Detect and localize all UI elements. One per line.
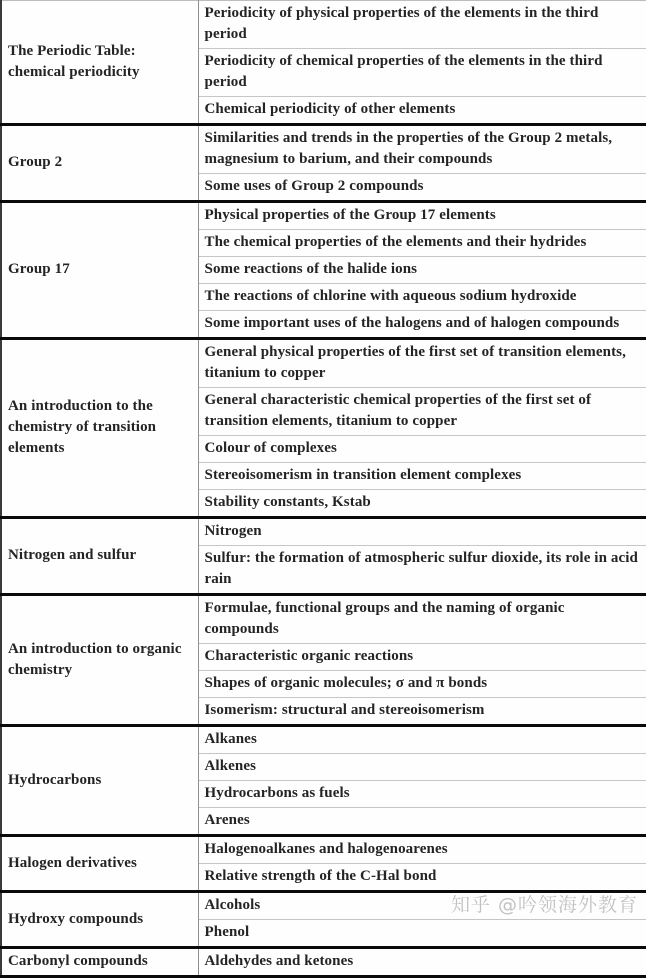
subtopic-cell: Characteristic organic reactions bbox=[198, 644, 646, 671]
subtopic-cell: Nitrogen bbox=[198, 518, 646, 546]
subtopic-cell: Some reactions of the halide ions bbox=[198, 257, 646, 284]
syllabus-section bbox=[1, 892, 646, 948]
topic-cell: Group 2 bbox=[1, 125, 198, 202]
subtopic-cell: Alkenes bbox=[198, 754, 646, 781]
subtopic-cell: Formulae, functional groups and the naming of organic compounds bbox=[198, 595, 646, 644]
topic-cell: Hydroxy compounds bbox=[1, 892, 198, 948]
subtopic-cell: Stability constants, Kstab bbox=[204, 494, 371, 510]
topic-cell: Carbonyl compounds bbox=[1, 948, 198, 977]
subtopic-cell: General characteristic chemical properties of the first set of transition elements, titanium to copper bbox=[198, 388, 646, 436]
subtopic-cell: Similarities and trends in the properties of the Group 2 metals, magnesium to barium, and their compounds bbox=[198, 125, 646, 174]
table-row bbox=[1, 125, 646, 174]
subtopic-cell: Arenes bbox=[204, 812, 250, 828]
subtopic-cell: Periodicity of physical properties of the elements in the third period bbox=[198, 1, 646, 49]
syllabus-section bbox=[1, 518, 646, 595]
topic-cell: An introduction to organic chemistry bbox=[1, 595, 198, 726]
subtopic-cell: The chemical properties of the elements and their hydrides bbox=[198, 230, 646, 257]
subtopic-cell: Aldehydes and ketones bbox=[204, 953, 354, 969]
table-row bbox=[1, 202, 646, 230]
subtopic-cell: General physical properties of the first set of transition elements, titanium to copper bbox=[198, 339, 646, 388]
table-row bbox=[1, 339, 646, 388]
subtopic-cell: Stereoisomerism in transition element complexes bbox=[198, 463, 646, 490]
subtopic-cell: The reactions of chlorine with aqueous sodium hydroxide bbox=[198, 284, 646, 311]
subtopic-cell: Chemical periodicity of other elements bbox=[204, 101, 456, 117]
table-row bbox=[1, 595, 646, 644]
subtopic-cell: Periodicity of chemical properties of the elements in the third period bbox=[198, 49, 646, 97]
subtopic-cell: Alcohols bbox=[198, 892, 646, 920]
syllabus-section bbox=[1, 948, 646, 977]
syllabus-section bbox=[1, 125, 646, 202]
topic-cell: Halogen derivatives bbox=[1, 836, 198, 892]
topic-cell: Nitrogen and sulfur bbox=[1, 518, 198, 595]
table-row bbox=[1, 948, 646, 977]
table-row bbox=[1, 892, 646, 920]
subtopic-cell: Phenol bbox=[204, 924, 250, 940]
table-row bbox=[1, 518, 646, 546]
subtopic-cell: Halogenoalkanes and halogenoarenes bbox=[198, 836, 646, 864]
table-row bbox=[1, 836, 646, 864]
subtopic-cell: Alkanes bbox=[198, 726, 646, 754]
subtopic-cell: Isomerism: structural and stereoisomerism bbox=[204, 702, 485, 718]
syllabus-section bbox=[1, 1, 646, 125]
syllabus-section bbox=[1, 595, 646, 726]
table-row bbox=[1, 1, 646, 49]
syllabus-section bbox=[1, 726, 646, 836]
topic-cell: Hydrocarbons bbox=[1, 726, 198, 836]
subtopic-cell: Sulfur: the formation of atmospheric sulfur dioxide, its role in acid rain bbox=[204, 550, 638, 587]
subtopic-cell: Hydrocarbons as fuels bbox=[198, 781, 646, 808]
syllabus-section bbox=[1, 202, 646, 339]
topic-cell: Group 17 bbox=[1, 202, 198, 339]
subtopic-cell: Some uses of Group 2 compounds bbox=[204, 178, 424, 194]
syllabus-section bbox=[1, 339, 646, 518]
zhihu-watermark: 知乎 @吟领海外教育 bbox=[450, 894, 638, 916]
table-row bbox=[1, 726, 646, 754]
subtopic-cell: Colour of complexes bbox=[198, 436, 646, 463]
subtopic-cell: Shapes of organic molecules; σ and π bonds bbox=[198, 671, 646, 698]
topic-cell: The Periodic Table: chemical periodicity bbox=[1, 1, 198, 125]
syllabus-section bbox=[1, 836, 646, 892]
subtopic-cell: Physical properties of the Group 17 elements bbox=[198, 202, 646, 230]
subtopic-cell: Relative strength of the C-Hal bond bbox=[204, 868, 437, 884]
topic-cell: An introduction to the chemistry of transition elements bbox=[1, 339, 198, 518]
subtopic-cell: Some important uses of the halogens and of halogen compounds bbox=[204, 315, 620, 331]
